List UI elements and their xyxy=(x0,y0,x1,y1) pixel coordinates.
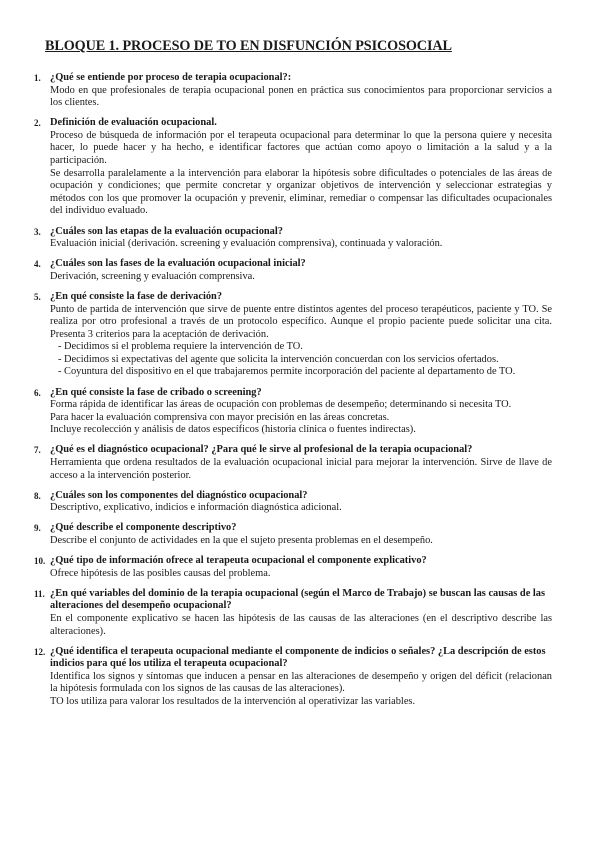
question-item xyxy=(34,72,552,110)
question-item xyxy=(34,258,552,283)
question-number: 5. xyxy=(34,291,41,302)
question-title: ¿En qué consiste la fase de cribado o screening? xyxy=(50,386,262,398)
criteria-item: - Decidimos si expectativas del agente que solicita la intervención concuerdan con los servicios ofertados. xyxy=(58,353,499,365)
question-item xyxy=(34,522,552,547)
question-item xyxy=(34,588,552,638)
page-title: BLOQUE 1. PROCESO DE TO EN DISFUNCIÓN PSICOSOCIAL xyxy=(45,38,452,54)
question-title: Definición de evaluación ocupacional. xyxy=(50,117,217,129)
question-item xyxy=(34,444,552,482)
question-title: ¿Qué se entiende por proceso de terapia ocupacional?: xyxy=(50,72,292,83)
answer-paragraph: Proceso de búsqueda de información por el terapeuta ocupacional para determinar lo que la persona quiere y necesita hacer, lo puede hacer y ha hecho, e identificar factores que actúan como apoyo o limitación a la salud y a la participación. xyxy=(50,129,552,167)
question-item xyxy=(34,555,552,580)
question-title: ¿Qué identifica el terapeuta ocupacional mediante el componente de indicios o señales? ¿La descripción de estos indicios para qué los utiliza el terapeuta ocupacional? xyxy=(50,645,546,670)
question-number: 4. xyxy=(34,259,41,270)
question-title: ¿Cuáles son las etapas de la evaluación ocupacional? xyxy=(50,225,283,237)
question-number: 10. xyxy=(34,556,46,567)
answer-paragraph: Evaluación inicial (derivación. screening y evaluación comprensiva), continuada y valoración. xyxy=(50,238,443,250)
answer-paragraph: Derivación, screening y evaluación comprensiva. xyxy=(50,270,255,282)
question-number: 12. xyxy=(34,646,46,657)
question-title: ¿En qué variables del dominio de la terapia ocupacional (según el Marco de Trabajo) se buscan las causas de las alteraciones del desempeño ocupacional? xyxy=(50,587,546,612)
question-item xyxy=(34,226,552,251)
question-number: 11. xyxy=(34,588,45,599)
criteria-item: - Decidimos si el problema requiere la intervención de TO. xyxy=(58,341,303,353)
question-title: ¿Cuáles son los componentes del diagnóstico ocupacional? xyxy=(50,489,308,501)
question-title: ¿Qué describe el componente descriptivo? xyxy=(50,522,237,534)
question-number: 6. xyxy=(34,387,41,398)
question-item xyxy=(34,291,552,379)
answer-paragraph: Describe el conjunto de actividades en la que el sujeto presenta problemas en el desempeño. xyxy=(50,535,433,546)
answer-paragraph: Para hacer la evaluación comprensiva con mayor precisión en las áreas concretas. xyxy=(50,411,390,423)
question-number: 2. xyxy=(34,118,41,129)
answer-paragraph: Descriptivo, explicativo, indicios e información diagnóstica adicional. xyxy=(50,502,342,514)
answer-paragraph: Se desarrolla paralelamente a la intervención para elaborar la hipótesis sobre dificultades o potenciales de las áreas de ocupación y condiciones; que permite concretar y organizar objetivos de intervención y seleccionar estrategias y métodos con los que promover la ocupación y prevenir, eliminar, remediar o compensar las dificultades ocupacionales del individuo evaluado. xyxy=(50,167,552,217)
answer-paragraph: Herramienta que ordena resultados de la evaluación ocupacional inicial para mejorar la intervención. Sirve de llave de acceso a la intervención posterior. xyxy=(50,457,552,481)
answer-paragraph: Punto de partida de intervención que sirve de puente entre distintos agentes del proceso terapéuticos, paciente y TO. Se realiza por otro profesional a través de un protocolo específico. Aunque el propio paciente puede solicitar una cita. Presenta 3 criterios para la aceptación de derivación. xyxy=(50,303,552,340)
question-number: 1. xyxy=(34,73,41,83)
answer-paragraph: Incluye recolección y análisis de datos específicos (historia clínica o fuentes indirectas). xyxy=(50,424,416,436)
question-list xyxy=(34,72,552,709)
answer-paragraph: Forma rápida de identificar las áreas de ocupación con problemas de desempeño; determinando si necesita TO. xyxy=(50,399,512,411)
question-number: 9. xyxy=(34,523,41,534)
question-item xyxy=(34,387,552,437)
criteria-list xyxy=(50,341,552,379)
answer-paragraph: Modo en que profesionales de terapia ocupacional ponen en práctica sus conocimientos para proporcionar servicios a los clientes. xyxy=(50,84,552,109)
question-title: ¿En qué consiste la fase de derivación? xyxy=(50,290,223,302)
answer-paragraph: En el componente explicativo se hacen las hipótesis de las causas de las alteraciones (en el descriptivo describe las alteraciones). xyxy=(50,612,552,637)
answer-paragraph: Identifica los signos y síntomas que inducen a pensar en las alteraciones de desempeño y origen del déficit (relacionan la hipótesis formulada con los signos de las causas de las alteraciones). xyxy=(50,670,552,695)
question-number: 8. xyxy=(34,490,41,501)
question-item xyxy=(34,646,552,709)
answer-paragraph: TO los utiliza para valorar los resultados de la intervención al operativizar las variables. xyxy=(50,696,416,708)
question-number: 3. xyxy=(34,226,41,237)
question-item xyxy=(34,117,552,218)
question-title: ¿Cuáles son las fases de la evaluación ocupacional inicial? xyxy=(50,258,306,270)
question-title: ¿Qué tipo de información ofrece al terapeuta ocupacional el componente explicativo? xyxy=(50,555,427,567)
question-title: ¿Qué es el diagnóstico ocupacional? ¿Para qué le sirve al profesional de la terapia ocupacional? xyxy=(50,444,473,456)
criteria-item: - Coyuntura del dispositivo en el que trabajaremos permite incorporación del paciente al departamento de TO. xyxy=(58,366,516,378)
answer-paragraph: Ofrece hipótesis de las posibles causas del problema. xyxy=(50,567,271,579)
question-item xyxy=(34,490,552,515)
question-number: 7. xyxy=(34,445,41,456)
